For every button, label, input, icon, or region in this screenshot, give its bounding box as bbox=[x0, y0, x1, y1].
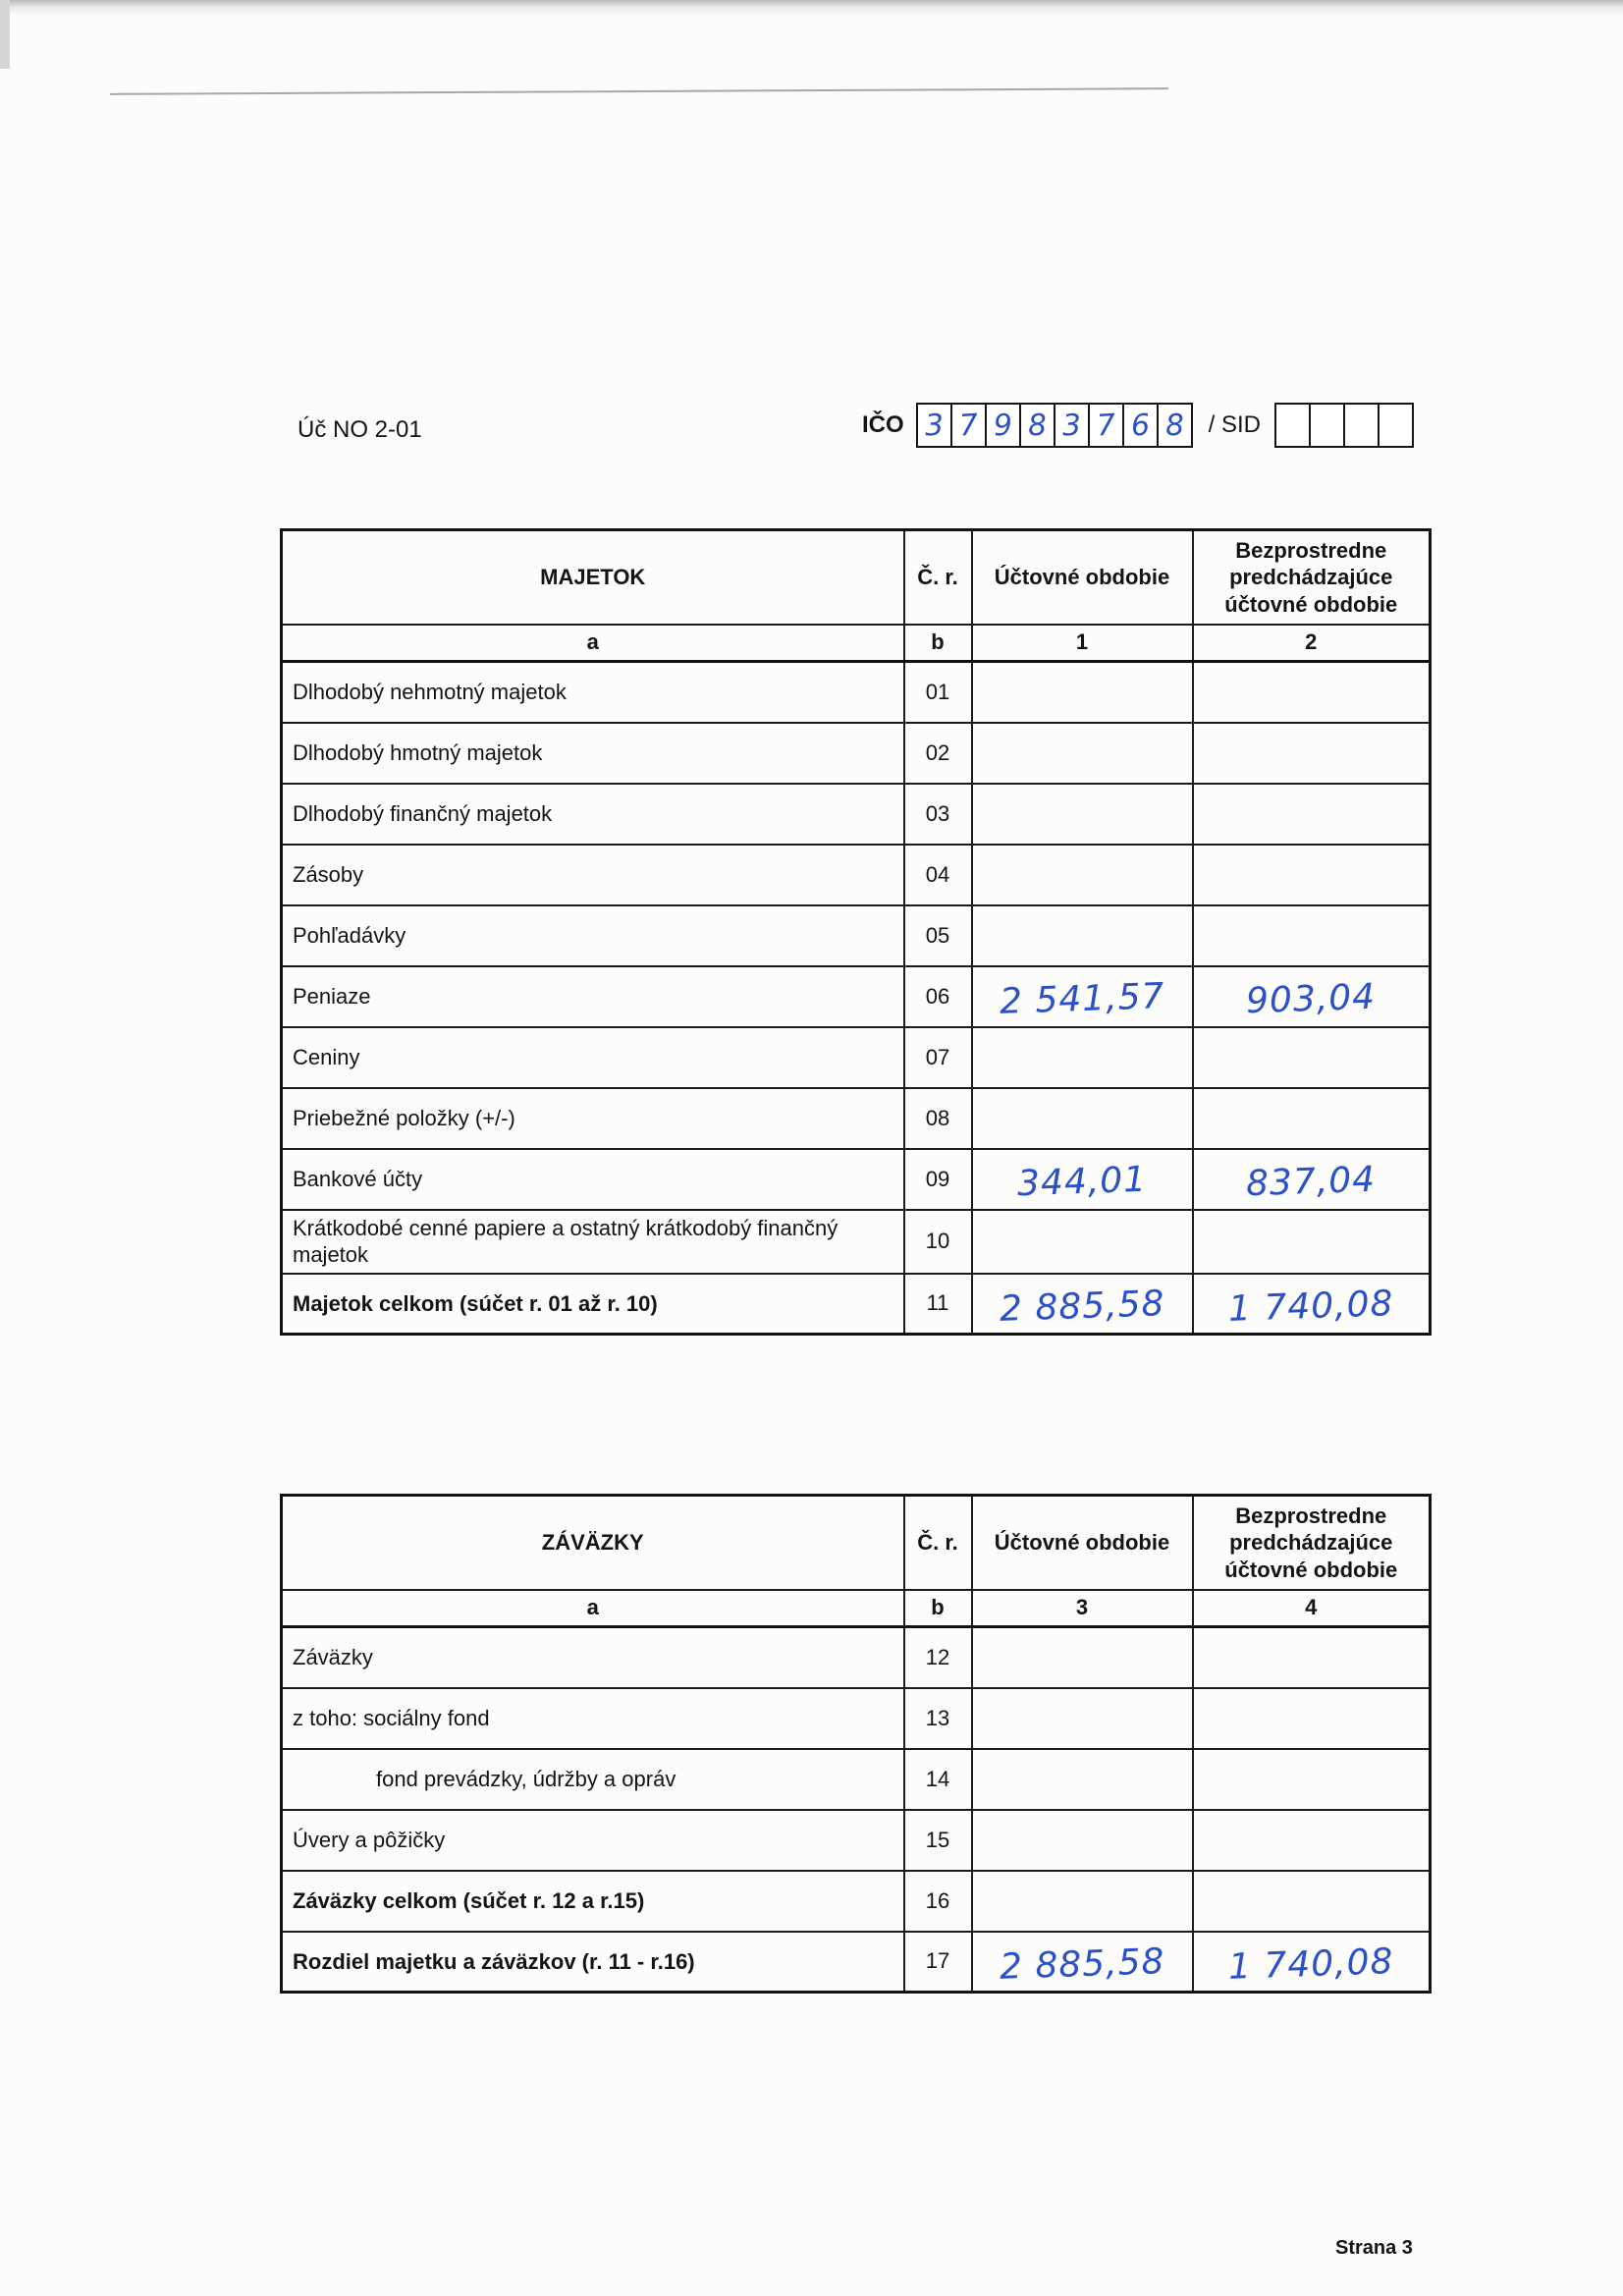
majetok-table bbox=[280, 528, 1432, 1336]
row-label: Bankové účty bbox=[282, 1149, 904, 1210]
row-label: Úvery a pôžičky bbox=[282, 1810, 904, 1871]
row-number: 13 bbox=[904, 1688, 972, 1749]
handwritten-ico-digit: 9 bbox=[992, 408, 1013, 443]
ico-digit-cell bbox=[1122, 403, 1159, 448]
row-label: Peniaze bbox=[282, 966, 904, 1027]
col-previous-period: Bezprostredne predchádzajúce účtovné obdobie bbox=[1193, 1496, 1431, 1590]
row-label: Záväzky celkom (súčet r. 12 a r.15) bbox=[282, 1871, 904, 1932]
table-row bbox=[282, 1027, 1431, 1088]
handwritten-value: 837,04 bbox=[1245, 1159, 1378, 1205]
ico-digit-cell bbox=[1054, 403, 1090, 448]
row-number: 08 bbox=[904, 1088, 972, 1149]
previous-period-value bbox=[1193, 845, 1431, 905]
current-period-value bbox=[972, 1749, 1193, 1810]
previous-period-value bbox=[1193, 1810, 1431, 1871]
row-number: 15 bbox=[904, 1810, 972, 1871]
subheader-a: a bbox=[282, 625, 904, 662]
subheader-2: 2 bbox=[1193, 625, 1431, 662]
col-current-period: Účtovné obdobie bbox=[972, 1496, 1193, 1590]
majetok-title: MAJETOK bbox=[282, 530, 904, 625]
previous-period-value bbox=[1193, 905, 1431, 966]
row-label: Záväzky bbox=[282, 1627, 904, 1688]
table-row bbox=[282, 966, 1431, 1027]
previous-period-value bbox=[1193, 784, 1431, 845]
ico-digit-cell bbox=[1157, 403, 1193, 448]
handwritten-value: 2 885,58 bbox=[999, 1941, 1165, 1988]
handwritten-ico-digit: 8 bbox=[1026, 408, 1048, 443]
form-code: Úč NO 2-01 bbox=[298, 416, 422, 443]
current-period-value bbox=[972, 1274, 1193, 1335]
handwritten-value: 903,04 bbox=[1245, 976, 1378, 1022]
row-label: fond prevádzky, údržby a opráv bbox=[282, 1749, 904, 1810]
row-label: Zásoby bbox=[282, 845, 904, 905]
handwritten-value: 1 740,08 bbox=[1227, 1941, 1395, 1988]
row-number: 16 bbox=[904, 1871, 972, 1932]
current-period-value bbox=[972, 1149, 1193, 1210]
subheader-4: 4 bbox=[1193, 1590, 1431, 1627]
zavazky-title: ZÁVÄZKY bbox=[282, 1496, 904, 1590]
row-number: 11 bbox=[904, 1274, 972, 1335]
row-number: 14 bbox=[904, 1749, 972, 1810]
current-period-value bbox=[972, 1027, 1193, 1088]
previous-period-value bbox=[1193, 1932, 1431, 1993]
previous-period-value bbox=[1193, 966, 1431, 1027]
row-number: 05 bbox=[904, 905, 972, 966]
table-header-row bbox=[282, 1496, 1431, 1590]
previous-period-value bbox=[1193, 1088, 1431, 1149]
row-number: 04 bbox=[904, 845, 972, 905]
ico-boxes bbox=[916, 403, 1193, 448]
table-header-row bbox=[282, 530, 1431, 625]
current-period-value bbox=[972, 1871, 1193, 1932]
handwritten-value: 1 740,08 bbox=[1227, 1283, 1395, 1330]
current-period-value bbox=[972, 662, 1193, 723]
table-subheader-row bbox=[282, 1590, 1431, 1627]
handwritten-ico-digit: 7 bbox=[957, 408, 979, 443]
table-row bbox=[282, 1810, 1431, 1871]
table-row bbox=[282, 662, 1431, 723]
row-label: Rozdiel majetku a záväzkov (r. 11 - r.16) bbox=[282, 1932, 904, 1993]
subheader-b: b bbox=[904, 1590, 972, 1627]
subheader-b: b bbox=[904, 625, 972, 662]
subheader-3: 3 bbox=[972, 1590, 1193, 1627]
current-period-value bbox=[972, 1932, 1193, 1993]
handwritten-ico-digit: 6 bbox=[1129, 408, 1151, 443]
row-number: 06 bbox=[904, 966, 972, 1027]
row-number: 03 bbox=[904, 784, 972, 845]
row-label: Dlhodobý hmotný majetok bbox=[282, 723, 904, 784]
ico-digit-cell bbox=[916, 403, 952, 448]
table-row bbox=[282, 1871, 1431, 1932]
row-label: Pohľadávky bbox=[282, 905, 904, 966]
scan-corner-artifact bbox=[0, 0, 10, 69]
col-current-period: Účtovné obdobie bbox=[972, 530, 1193, 625]
row-label: Dlhodobý finančný majetok bbox=[282, 784, 904, 845]
table-row bbox=[282, 1688, 1431, 1749]
current-period-value bbox=[972, 1088, 1193, 1149]
ico-digit-cell bbox=[1019, 403, 1055, 448]
handwritten-ico-digit: 3 bbox=[1060, 408, 1082, 443]
row-number: 09 bbox=[904, 1149, 972, 1210]
row-number: 12 bbox=[904, 1627, 972, 1688]
handwritten-ico-digit: 7 bbox=[1095, 408, 1116, 443]
col-row-number: Č. r. bbox=[904, 530, 972, 625]
ico-digit-cell bbox=[985, 403, 1021, 448]
row-label: Dlhodobý nehmotný majetok bbox=[282, 662, 904, 723]
current-period-value bbox=[972, 1210, 1193, 1274]
subheader-a: a bbox=[282, 1590, 904, 1627]
col-row-number: Č. r. bbox=[904, 1496, 972, 1590]
row-number: 10 bbox=[904, 1210, 972, 1274]
ico-label: IČO bbox=[862, 411, 904, 438]
zavazky-table bbox=[280, 1494, 1432, 1994]
table-row bbox=[282, 1274, 1431, 1335]
ico-sid-row bbox=[862, 403, 1414, 448]
current-period-value bbox=[972, 1810, 1193, 1871]
sid-cell bbox=[1378, 403, 1414, 448]
previous-period-value bbox=[1193, 1627, 1431, 1688]
handwritten-value: 2 885,58 bbox=[999, 1283, 1165, 1330]
table-row bbox=[282, 1210, 1431, 1274]
row-number: 01 bbox=[904, 662, 972, 723]
previous-period-value bbox=[1193, 662, 1431, 723]
previous-period-value bbox=[1193, 1274, 1431, 1335]
handwritten-value: 2 541,57 bbox=[999, 976, 1165, 1022]
table-row bbox=[282, 905, 1431, 966]
table-row bbox=[282, 723, 1431, 784]
row-number: 17 bbox=[904, 1932, 972, 1993]
current-period-value bbox=[972, 1688, 1193, 1749]
previous-period-value bbox=[1193, 1149, 1431, 1210]
current-period-value bbox=[972, 845, 1193, 905]
current-period-value bbox=[972, 723, 1193, 784]
ico-digit-cell bbox=[950, 403, 987, 448]
current-period-value bbox=[972, 784, 1193, 845]
row-number: 02 bbox=[904, 723, 972, 784]
sid-label: / SID bbox=[1208, 411, 1262, 438]
previous-period-value bbox=[1193, 1871, 1431, 1932]
previous-period-value bbox=[1193, 723, 1431, 784]
handwritten-ico-digit: 3 bbox=[923, 408, 945, 443]
sid-cell bbox=[1309, 403, 1345, 448]
scan-edge-artifact bbox=[0, 0, 1623, 16]
table-subheader-row bbox=[282, 625, 1431, 662]
sid-boxes bbox=[1274, 403, 1414, 448]
handwritten-value: 344,01 bbox=[1016, 1159, 1148, 1205]
table-row bbox=[282, 1749, 1431, 1810]
page-number: Strana 3 bbox=[1335, 2237, 1413, 2259]
scan-line-artifact bbox=[110, 87, 1168, 95]
current-period-value bbox=[972, 905, 1193, 966]
row-label: Krátkodobé cenné papiere a ostatný krátkodobý finančný majetok bbox=[282, 1210, 904, 1274]
ico-digit-cell bbox=[1088, 403, 1124, 448]
row-number: 07 bbox=[904, 1027, 972, 1088]
current-period-value bbox=[972, 1627, 1193, 1688]
sid-cell bbox=[1343, 403, 1380, 448]
subheader-1: 1 bbox=[972, 625, 1193, 662]
handwritten-ico-digit: 8 bbox=[1163, 408, 1185, 443]
previous-period-value bbox=[1193, 1688, 1431, 1749]
current-period-value bbox=[972, 966, 1193, 1027]
table-row bbox=[282, 1149, 1431, 1210]
table-row bbox=[282, 1627, 1431, 1688]
table-row bbox=[282, 845, 1431, 905]
row-label: Ceniny bbox=[282, 1027, 904, 1088]
previous-period-value bbox=[1193, 1749, 1431, 1810]
row-label: Priebežné položky (+/-) bbox=[282, 1088, 904, 1149]
previous-period-value bbox=[1193, 1027, 1431, 1088]
col-previous-period: Bezprostredne predchádzajúce účtovné obdobie bbox=[1193, 530, 1431, 625]
table-row bbox=[282, 784, 1431, 845]
previous-period-value bbox=[1193, 1210, 1431, 1274]
row-label: Majetok celkom (súčet r. 01 až r. 10) bbox=[282, 1274, 904, 1335]
row-label: z toho: sociálny fond bbox=[282, 1688, 904, 1749]
sid-cell bbox=[1274, 403, 1311, 448]
table-row bbox=[282, 1088, 1431, 1149]
table-row bbox=[282, 1932, 1431, 1993]
